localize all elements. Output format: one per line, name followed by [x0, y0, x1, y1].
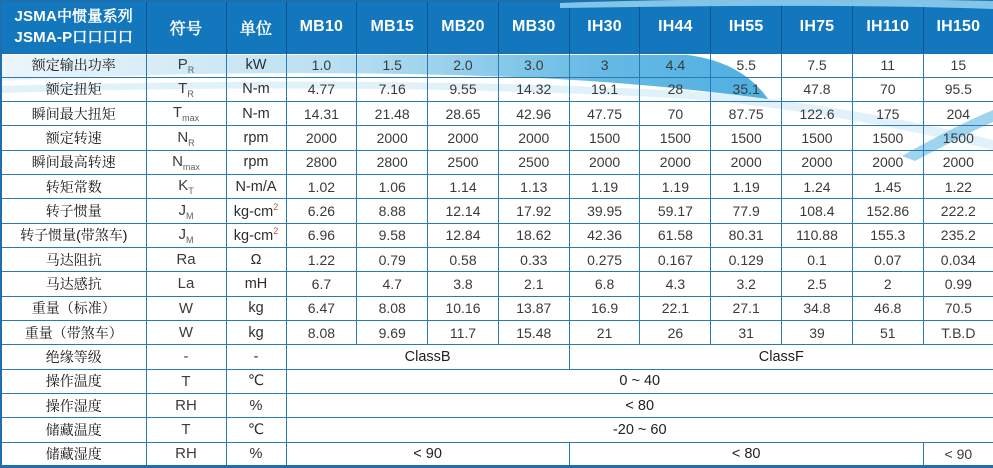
row-symbol	[146, 53, 226, 77]
table-row	[1, 223, 993, 247]
symbol-base: RH	[175, 445, 197, 463]
spec-value-cell: 4.3	[640, 272, 711, 296]
spec-value-cell: 155.3	[852, 223, 923, 247]
row-symbol	[146, 296, 226, 320]
column-header-model: IH30	[569, 1, 640, 53]
spec-value-cell: 3.2	[711, 272, 782, 296]
spec-value-cell: 1.19	[569, 175, 640, 199]
spec-value-cell: 2000	[640, 150, 711, 174]
spec-value-cell: 1.19	[640, 175, 711, 199]
spec-value-cell: 59.17	[640, 199, 711, 223]
spec-value-cell: 51	[852, 320, 923, 344]
column-header-model: IH55	[711, 1, 782, 53]
unit-superscript: 2	[273, 202, 279, 213]
spec-value-cell: 6.7	[286, 272, 357, 296]
spec-value-cell: < 90	[286, 442, 569, 467]
symbol-base: K	[178, 177, 189, 195]
unit-base: ℃	[247, 421, 265, 438]
symbol-base: -	[183, 348, 189, 366]
spec-value-cell: 1.13	[498, 175, 569, 199]
spec-value-cell: 1.24	[782, 175, 853, 199]
spec-value-cell: 175	[852, 102, 923, 126]
row-unit	[226, 442, 286, 467]
spec-value-cell: 1500	[923, 126, 993, 150]
spec-value-cell: 70	[640, 102, 711, 126]
symbol-base: T	[181, 372, 191, 390]
series-title-line1: JSMA中惯量系列	[14, 8, 133, 26]
column-header-model: MB20	[428, 1, 499, 53]
symbol-base: La	[177, 275, 195, 293]
row-label: 绝缘等级	[1, 345, 146, 369]
spec-value-cell: 3	[569, 53, 640, 77]
unit-superscript: 2	[273, 226, 279, 237]
unit-base: N-m	[242, 105, 270, 122]
symbol-base: RH	[175, 397, 197, 415]
spec-value-cell: 1.22	[286, 248, 357, 272]
spec-value-cell: 2000	[498, 126, 569, 150]
row-label: 储藏湿度	[1, 442, 146, 467]
spec-table-body	[1, 53, 993, 467]
row-unit	[226, 272, 286, 296]
spec-value-cell: 77.9	[711, 199, 782, 223]
spec-value-cell: 70	[852, 77, 923, 101]
spec-value-cell: 2800	[357, 150, 428, 174]
spec-value-cell: 1.19	[711, 175, 782, 199]
spec-value-cell: 1.45	[852, 175, 923, 199]
row-label: 马达感抗	[1, 272, 146, 296]
row-symbol	[146, 418, 226, 442]
spec-value-cell: 47.8	[782, 77, 853, 101]
spec-value-cell: 2000	[923, 150, 993, 174]
row-unit	[226, 320, 286, 344]
symbol-base: T	[172, 104, 183, 122]
table-row	[1, 175, 993, 199]
unit-base: kg-cm	[233, 228, 274, 245]
spec-value-cell: 110.88	[782, 223, 853, 247]
spec-value-cell: -20 ~ 60	[286, 418, 993, 442]
spec-value-cell: 152.86	[852, 199, 923, 223]
spec-value-cell: 95.5	[923, 77, 993, 101]
column-header-model: IH150	[923, 1, 993, 53]
row-unit	[226, 296, 286, 320]
spec-value-cell: < 80	[569, 442, 923, 467]
spec-value-cell: 2000	[569, 150, 640, 174]
row-label: 额定转速	[1, 126, 146, 150]
symbol-subscript: max	[182, 161, 200, 172]
table-row	[1, 296, 993, 320]
symbol-base: J	[178, 225, 186, 243]
spec-value-cell: 14.31	[286, 102, 357, 126]
spec-value-cell: 2	[852, 272, 923, 296]
row-label: 重量（带煞车）	[1, 320, 146, 344]
table-row	[1, 53, 993, 77]
unit-base: kg	[248, 324, 264, 341]
spec-value-cell: 15.48	[498, 320, 569, 344]
spec-value-cell: 10.16	[428, 296, 499, 320]
row-label: 操作温度	[1, 369, 146, 393]
spec-value-cell: 6.26	[286, 199, 357, 223]
row-symbol	[146, 442, 226, 467]
spec-value-cell: 108.4	[782, 199, 853, 223]
spec-value-cell: 235.2	[923, 223, 993, 247]
spec-value-cell: 2.0	[428, 53, 499, 77]
spec-value-cell: 122.6	[782, 102, 853, 126]
spec-value-cell: 46.8	[852, 296, 923, 320]
spec-value-cell: ClassB	[286, 345, 569, 369]
column-header-model: MB30	[498, 1, 569, 53]
symbol-subscript: R	[188, 137, 195, 148]
row-label: 储藏温度	[1, 418, 146, 442]
symbol-base: N	[177, 128, 189, 146]
spec-value-cell: 26	[640, 320, 711, 344]
spec-value-cell: 1.02	[286, 175, 357, 199]
column-header-model: MB15	[357, 1, 428, 53]
symbol-base: J	[178, 201, 186, 219]
unit-base: Ω	[250, 251, 262, 268]
spec-value-cell: 1500	[569, 126, 640, 150]
row-unit	[226, 199, 286, 223]
table-row	[1, 418, 993, 442]
spec-value-cell: 34.8	[782, 296, 853, 320]
spec-value-cell: 27.1	[711, 296, 782, 320]
spec-value-cell: 61.58	[640, 223, 711, 247]
spec-value-cell: 2.1	[498, 272, 569, 296]
symbol-base: W	[178, 324, 194, 342]
row-unit	[226, 150, 286, 174]
table-row	[1, 442, 993, 467]
unit-base: %	[249, 397, 263, 414]
row-symbol	[146, 199, 226, 223]
spec-value-cell: 0.275	[569, 248, 640, 272]
row-symbol	[146, 320, 226, 344]
symbol-subscript: R	[187, 88, 194, 99]
spec-value-cell: 9.58	[357, 223, 428, 247]
spec-value-cell: < 90	[923, 442, 993, 467]
column-header-model: IH75	[782, 1, 853, 53]
row-unit	[226, 418, 286, 442]
spec-value-cell: 0.58	[428, 248, 499, 272]
row-unit	[226, 345, 286, 369]
table-row	[1, 126, 993, 150]
spec-value-cell: 2000	[711, 150, 782, 174]
unit-base: mH	[244, 275, 268, 292]
spec-value-cell: 1.14	[428, 175, 499, 199]
series-title-line2: JSMA-P口口口口	[14, 29, 134, 47]
unit-base: %	[249, 445, 263, 462]
spec-value-cell: 9.55	[428, 77, 499, 101]
spec-value-cell: 1500	[852, 126, 923, 150]
spec-value-cell: 47.75	[569, 102, 640, 126]
spec-value-cell: 6.47	[286, 296, 357, 320]
spec-value-cell: 2000	[286, 126, 357, 150]
spec-value-cell: < 80	[286, 393, 993, 417]
row-label: 转子惯量	[1, 199, 146, 223]
row-unit	[226, 126, 286, 150]
spec-value-cell: 28.65	[428, 102, 499, 126]
symbol-subscript: max	[182, 113, 200, 124]
spec-value-cell: 0.99	[923, 272, 993, 296]
row-unit	[226, 248, 286, 272]
spec-value-cell: 21.48	[357, 102, 428, 126]
spec-value-cell: 3.0	[498, 53, 569, 77]
spec-value-cell: 8.88	[357, 199, 428, 223]
spec-value-cell: 12.14	[428, 199, 499, 223]
unit-base: ℃	[247, 373, 265, 390]
spec-value-cell: 28	[640, 77, 711, 101]
row-label: 额定输出功率	[1, 53, 146, 77]
column-header-model: MB10	[286, 1, 357, 53]
spec-value-cell: 1.06	[357, 175, 428, 199]
spec-value-cell: 2500	[428, 150, 499, 174]
table-row	[1, 345, 993, 369]
table-row	[1, 369, 993, 393]
spec-value-cell: ClassF	[569, 345, 993, 369]
spec-value-cell: 0.33	[498, 248, 569, 272]
row-symbol	[146, 223, 226, 247]
table-row	[1, 102, 993, 126]
spec-value-cell: 16.9	[569, 296, 640, 320]
table-row	[1, 199, 993, 223]
spec-table-header	[1, 1, 993, 53]
symbol-base: T	[181, 421, 191, 439]
spec-value-cell: 4.77	[286, 77, 357, 101]
unit-base: kg	[248, 300, 264, 317]
table-row	[1, 272, 993, 296]
spec-value-cell: 1500	[782, 126, 853, 150]
row-symbol	[146, 126, 226, 150]
spec-value-cell: 11	[852, 53, 923, 77]
spec-value-cell: 8.08	[286, 320, 357, 344]
spec-value-cell: 4.4	[640, 53, 711, 77]
spec-value-cell: 0.167	[640, 248, 711, 272]
row-symbol	[146, 248, 226, 272]
row-unit	[226, 223, 286, 247]
spec-value-cell: 12.84	[428, 223, 499, 247]
row-symbol	[146, 102, 226, 126]
spec-value-cell: 4.7	[357, 272, 428, 296]
spec-value-cell: 2000	[357, 126, 428, 150]
header-row	[1, 1, 993, 53]
spec-value-cell: 11.7	[428, 320, 499, 344]
spec-value-cell: 13.87	[498, 296, 569, 320]
spec-value-cell: 2000	[428, 126, 499, 150]
unit-base: rpm	[243, 130, 269, 147]
symbol-base: Ra	[176, 251, 196, 269]
symbol-base: W	[178, 299, 194, 317]
row-unit	[226, 175, 286, 199]
table-row	[1, 248, 993, 272]
unit-base: rpm	[243, 154, 269, 171]
row-symbol	[146, 345, 226, 369]
spec-value-cell: 0 ~ 40	[286, 369, 993, 393]
spec-value-cell: 5.5	[711, 53, 782, 77]
row-label: 重量（标准）	[1, 296, 146, 320]
row-label: 马达阻抗	[1, 248, 146, 272]
row-symbol	[146, 150, 226, 174]
symbol-subscript: M	[186, 210, 194, 221]
spec-value-cell: 6.8	[569, 272, 640, 296]
spec-value-cell: 70.5	[923, 296, 993, 320]
row-label: 操作湿度	[1, 393, 146, 417]
row-label: 额定扭矩	[1, 77, 146, 101]
symbol-subscript: M	[186, 234, 194, 245]
spec-value-cell: 8.08	[357, 296, 428, 320]
spec-value-cell: 7.5	[782, 53, 853, 77]
row-unit	[226, 77, 286, 101]
symbol-base: P	[177, 55, 188, 73]
spec-value-cell: 80.31	[711, 223, 782, 247]
spec-value-cell: 9.69	[357, 320, 428, 344]
spec-value-cell: 14.32	[498, 77, 569, 101]
spec-value-cell: 42.96	[498, 102, 569, 126]
spec-value-cell: 1500	[711, 126, 782, 150]
spec-value-cell: 1.5	[357, 53, 428, 77]
spec-value-cell: 204	[923, 102, 993, 126]
spec-value-cell: 87.75	[711, 102, 782, 126]
spec-value-cell: 0.1	[782, 248, 853, 272]
table-row	[1, 393, 993, 417]
spec-value-cell: 19.1	[569, 77, 640, 101]
spec-value-cell: 1500	[640, 126, 711, 150]
spec-value-cell: 22.1	[640, 296, 711, 320]
row-label: 瞬间最高转速	[1, 150, 146, 174]
row-label: 瞬间最大扭矩	[1, 102, 146, 126]
row-symbol	[146, 393, 226, 417]
spec-value-cell: 2000	[852, 150, 923, 174]
spec-value-cell: 0.129	[711, 248, 782, 272]
spec-value-cell: 18.62	[498, 223, 569, 247]
unit-base: -	[253, 348, 259, 365]
series-title-cell	[1, 1, 146, 53]
spec-value-cell: 42.36	[569, 223, 640, 247]
spec-value-cell: 1.22	[923, 175, 993, 199]
spec-value-cell: 2.5	[782, 272, 853, 296]
row-symbol	[146, 272, 226, 296]
spec-value-cell: 31	[711, 320, 782, 344]
unit-base: N-m	[242, 81, 270, 98]
row-symbol	[146, 369, 226, 393]
column-header-symbol: 符号	[146, 1, 226, 53]
spec-value-cell: 0.07	[852, 248, 923, 272]
row-unit	[226, 369, 286, 393]
symbol-subscript: R	[187, 64, 195, 75]
row-symbol	[146, 175, 226, 199]
symbol-base: N	[172, 152, 183, 170]
unit-base: kg-cm	[233, 203, 274, 220]
spec-value-cell: 0.034	[923, 248, 993, 272]
column-header-model: IH110	[852, 1, 923, 53]
spec-value-cell: 39.95	[569, 199, 640, 223]
spec-value-cell: 3.8	[428, 272, 499, 296]
row-label: 转矩常数	[1, 175, 146, 199]
row-symbol	[146, 77, 226, 101]
spec-value-cell: 15	[923, 53, 993, 77]
unit-base: kW	[245, 57, 267, 74]
column-header-unit: 单位	[226, 1, 286, 53]
row-unit	[226, 53, 286, 77]
unit-base: N-m/A	[235, 178, 277, 195]
symbol-subscript: T	[188, 186, 194, 197]
spec-value-cell: 17.92	[498, 199, 569, 223]
spec-value-cell: 2500	[498, 150, 569, 174]
spec-value-cell: 35.1	[711, 77, 782, 101]
spec-value-cell: 6.96	[286, 223, 357, 247]
row-unit	[226, 102, 286, 126]
spec-value-cell: 0.79	[357, 248, 428, 272]
spec-value-cell: 2000	[782, 150, 853, 174]
spec-value-cell: 1.0	[286, 53, 357, 77]
spec-value-cell: T.B.D	[923, 320, 993, 344]
spec-value-cell: 21	[569, 320, 640, 344]
spec-value-cell: 39	[782, 320, 853, 344]
spec-value-cell: 7.16	[357, 77, 428, 101]
row-label: 转子惯量(带煞车)	[1, 223, 146, 247]
table-row	[1, 320, 993, 344]
table-row	[1, 77, 993, 101]
spec-value-cell: 2800	[286, 150, 357, 174]
symbol-base: T	[178, 79, 188, 97]
row-unit	[226, 393, 286, 417]
spec-value-cell: 222.2	[923, 199, 993, 223]
column-header-model: IH44	[640, 1, 711, 53]
table-row	[1, 150, 993, 174]
